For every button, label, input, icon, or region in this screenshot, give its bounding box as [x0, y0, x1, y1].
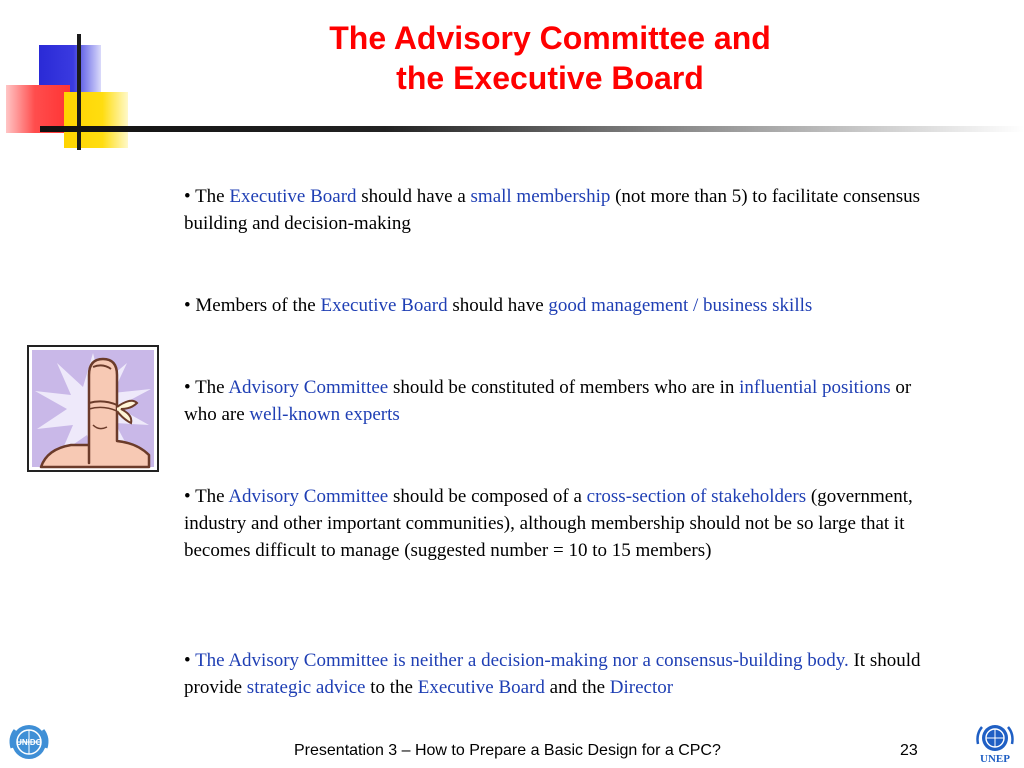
bullet-text: should be constituted of members who are in	[388, 377, 740, 398]
bullet-marker: •	[184, 650, 191, 671]
highlighted-term: Executive Board	[229, 186, 357, 207]
page-number: 23	[900, 742, 918, 759]
highlighted-term: Executive Board	[320, 295, 448, 316]
bullet-item-4	[184, 483, 939, 564]
bullet-text: should be composed of a	[388, 486, 587, 507]
bullet-text: to the	[365, 677, 418, 698]
bullet-item-2	[184, 292, 939, 319]
unido-logo-icon	[6, 722, 52, 762]
highlighted-term: well-known experts	[249, 404, 400, 425]
bullet-text: The	[195, 486, 229, 507]
highlighted-term: strategic advice	[246, 677, 366, 698]
highlighted-term: Executive Board	[417, 677, 545, 698]
slide-title-line-2: the Executive Board	[396, 60, 704, 96]
unido-logo-label: UNIDO	[16, 738, 42, 747]
footer-presentation-title: Presentation 3 – How to Prepare a Basic Design for a CPC?	[294, 742, 721, 759]
bullet-text: (government, industry and other important communities), although membership should not be so large that it becomes difficult to manage (suggested number = 10 to 15 members)	[184, 486, 913, 561]
highlighted-term: cross-section of stakeholders	[586, 486, 807, 507]
bullet-marker: •	[184, 186, 191, 207]
bullet-item-5	[184, 647, 939, 701]
bullet-text: The	[195, 377, 229, 398]
title-decoration	[0, 0, 140, 160]
bullet-marker: •	[184, 295, 191, 316]
highlighted-term: good management / business skills	[548, 295, 813, 316]
highlighted-term: Advisory Committee	[228, 486, 389, 507]
bullet-marker: •	[184, 377, 191, 398]
bullet-text: Members of the	[195, 295, 321, 316]
bullet-item-3	[184, 374, 939, 428]
vertical-rule	[77, 34, 81, 150]
highlighted-term: small membership	[470, 186, 611, 207]
yellow-square-decoration	[64, 92, 128, 148]
slide-title-line-1: The Advisory Committee and	[329, 20, 771, 56]
bullet-text: The	[195, 186, 230, 207]
bullet-marker: •	[184, 486, 191, 507]
bullet-text: should have	[447, 295, 549, 316]
bullet-item-1	[184, 183, 939, 237]
finger-with-string-reminder-icon	[27, 345, 159, 472]
slide-title	[200, 18, 900, 98]
highlighted-term: Director	[609, 677, 674, 698]
highlighted-term: Advisory Committee	[228, 377, 389, 398]
unep-logo-label: UNEP	[980, 753, 1010, 765]
highlighted-term: The Advisory Committee is neither a decision-making nor a consensus-building body.	[195, 650, 849, 671]
bullet-text: and the	[544, 677, 610, 698]
bullet-text: (not more than 5) to facilitate consensus building and decision-making	[184, 186, 921, 234]
title-underline-rule	[40, 126, 1024, 132]
highlighted-term: influential positions	[739, 377, 891, 398]
bullet-text: should have a	[356, 186, 471, 207]
bullet-text: or who are	[184, 377, 912, 425]
bullet-text: It should provide	[184, 650, 921, 698]
